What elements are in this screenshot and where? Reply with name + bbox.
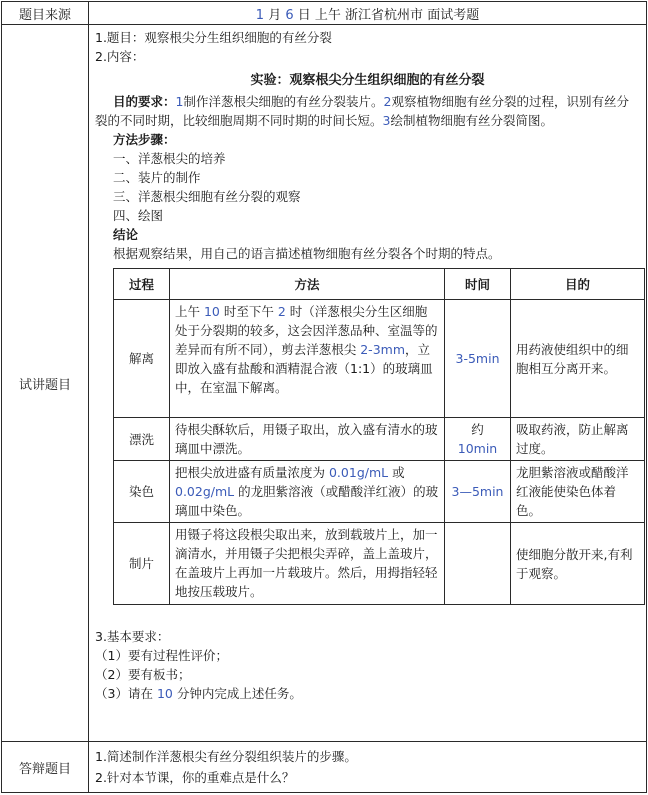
goal-num-3: 3 <box>382 113 391 128</box>
goal-cell: 吸取药液，防止解离过度。 <box>511 418 645 461</box>
goal-text-2: 观察植物细胞有丝分裂的过程，识别有丝分裂的不同时期，比较细胞周期不同时期的时间长短。 <box>95 94 629 128</box>
table-row <box>114 300 645 418</box>
conclusion-label: 结论 <box>113 227 139 242</box>
req3-text: （3）请在 <box>95 686 157 701</box>
requirement-2: （2）要有板书； <box>95 667 191 682</box>
method-step-4: 四、绘图 <box>113 208 164 223</box>
time-cell <box>445 523 511 605</box>
method-text: 把根尖放进盛有质量浓度为 <box>175 465 329 480</box>
defense-row <box>2 742 647 793</box>
method-cell <box>170 300 445 418</box>
defense-label: 答辩题目 <box>2 742 89 793</box>
method-value: 10 <box>203 304 220 319</box>
time-prefix: 约 <box>471 422 484 437</box>
procedure-header-row <box>114 269 645 300</box>
goal-cell: 龙胆紫溶液或醋酸洋红液能使染色体着色。 <box>511 461 645 523</box>
method-step-1: 一、洋葱根尖的培养 <box>113 151 226 166</box>
method-value: 2 <box>277 304 286 319</box>
method-cell <box>170 461 445 523</box>
table-row <box>114 523 645 605</box>
method-value: 0.01g/mL <box>328 465 389 480</box>
method-text: 时（洋葱根尖分生区细胞处于分裂期的较多，这会因洋葱品种、室温等的差异而有所不同），剪去洋葱根尖 <box>175 304 438 357</box>
procedure-table <box>113 268 645 605</box>
trial-content <box>89 25 646 703</box>
method-text: 上午 <box>175 304 204 319</box>
method-text: 的龙胆紫溶液（或醋酸洋红液）的玻璃皿中染色。 <box>175 484 439 518</box>
table-row <box>114 418 645 461</box>
trial-item-1: 1.题目：观察根尖分生组织细胞的有丝分裂 <box>95 30 332 45</box>
goal-text-3: 绘制植物细胞有丝分裂简图。 <box>390 113 553 128</box>
table-row <box>114 461 645 523</box>
experiment-title: 实验：观察根尖分生组织细胞的有丝分裂 <box>250 73 485 88</box>
method-label: 方法步骤： <box>113 132 176 147</box>
method-text: ，立即放入盛有盐酸和酒精混合液（1:1）的玻璃皿中，在室温下解离。 <box>175 342 433 395</box>
defense-question-2: 2.针对本节课，你的重难点是什么？ <box>95 770 295 785</box>
trial-row <box>2 25 647 742</box>
method-step-2: 二、装片的制作 <box>113 170 201 185</box>
process-cell: 染色 <box>114 461 170 523</box>
requirements-title: 3.基本要求： <box>95 629 170 644</box>
trial-content-cell <box>89 25 647 742</box>
method-cell: 用镊子将这段根尖取出来，放到载玻片上，加一滴清水，并用镊子尖把根尖弄碎，盖上盖玻片，在盖玻片上再加一片载玻片。然后，用拇指轻轻地按压载玻片。 <box>170 523 445 605</box>
source-label: 题目来源 <box>2 2 89 25</box>
col-header-method: 方法 <box>170 269 445 300</box>
goal-num-2: 2 <box>383 94 392 109</box>
req3-minutes: 10 <box>156 686 173 701</box>
req3-text: 分钟内完成上述任务。 <box>172 686 302 701</box>
requirement-1: （1）要有过程性评价； <box>95 648 228 663</box>
method-value: 2-3mm <box>360 342 406 357</box>
col-header-process: 过程 <box>114 269 170 300</box>
requirement-3 <box>95 684 640 703</box>
method-text: 或 <box>388 465 405 480</box>
method-text: 时至下午 <box>219 304 278 319</box>
goal-cell: 用药液使组织中的细胞相互分离开来。 <box>511 300 645 418</box>
method-cell: 待根尖酥软后，用镊子取出，放入盛有清水的玻璃皿中漂洗。 <box>170 418 445 461</box>
goal-num-1: 1 <box>175 94 184 109</box>
process-cell: 制片 <box>114 523 170 605</box>
method-step-3: 三、洋葱根尖细胞有丝分裂的观察 <box>113 189 301 204</box>
col-header-goal: 目的 <box>511 269 645 300</box>
trial-item-2: 2.内容： <box>95 49 145 64</box>
source-row <box>2 2 647 25</box>
defense-question-1: 1.简述制作洋葱根尖有丝分裂组织装片的步骤。 <box>95 749 357 764</box>
time-cell: 3-5min <box>445 300 511 418</box>
source-value <box>89 2 647 25</box>
goal-label: 目的要求： <box>113 94 176 109</box>
defense-content <box>89 742 646 792</box>
source-month-unit: 月 <box>268 7 282 23</box>
goal-paragraph <box>95 92 640 130</box>
process-cell: 解离 <box>114 300 170 418</box>
source-month-number: 1 <box>255 7 265 23</box>
col-header-time: 时间 <box>445 269 511 300</box>
process-cell: 漂洗 <box>114 418 170 461</box>
source-day-number: 6 <box>285 7 294 23</box>
method-value: 0.02g/mL <box>175 484 235 499</box>
time-value: 10min <box>457 441 498 456</box>
goal-cell: 使细胞分散开来,有利于观察。 <box>511 523 645 605</box>
conclusion-text: 根据观察结果，用自己的语言描述植物细胞有丝分裂各个时期的特点。 <box>113 246 501 261</box>
time-cell <box>445 418 511 461</box>
time-cell: 3—5min <box>445 461 511 523</box>
exam-sheet-table <box>1 1 647 793</box>
source-rest: 日 上午 浙江省杭州市 面试考题 <box>297 7 480 23</box>
trial-label: 试讲题目 <box>2 25 89 742</box>
goal-text-1: 制作洋葱根尖细胞的有丝分裂装片。 <box>183 94 384 109</box>
defense-content-cell <box>89 742 647 793</box>
